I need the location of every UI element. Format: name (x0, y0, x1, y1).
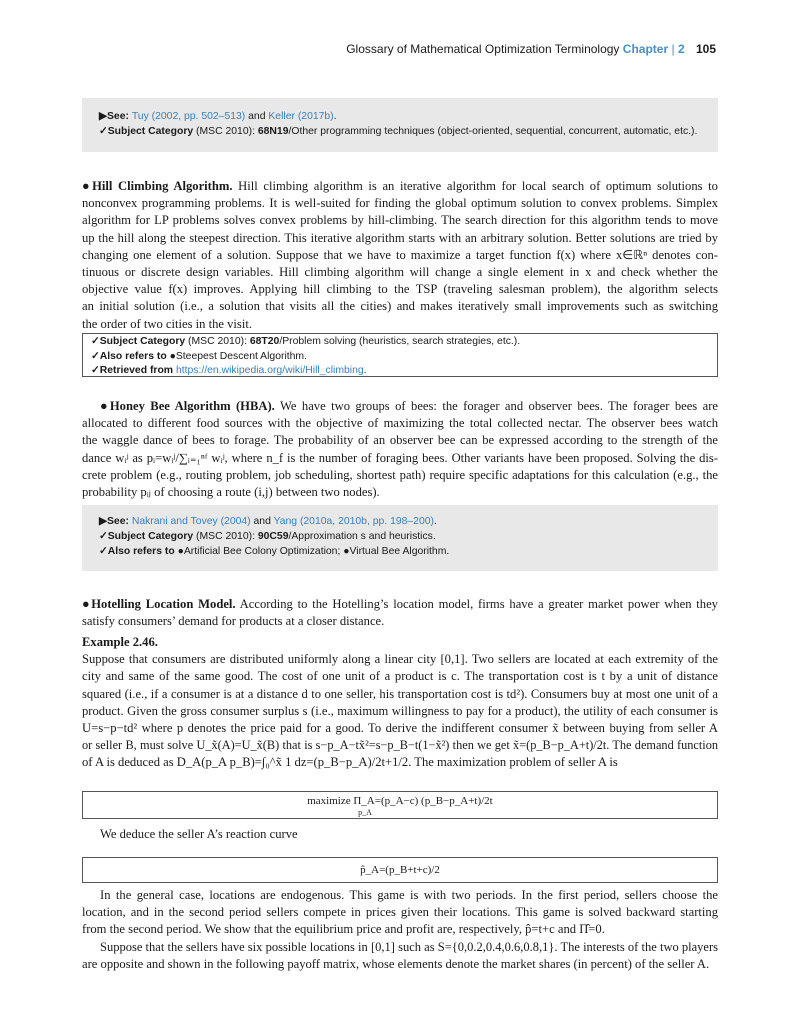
reference-box-tuy (82, 98, 718, 152)
subject-msc: (MSC 2010): (193, 531, 258, 542)
page-number: 105 (695, 42, 716, 56)
hill-line: an initial solution (i.e., a solution that visits all the cities) and makes iteratively small improvements such as switching (82, 299, 718, 314)
reaction-text: We deduce the seller A’s reaction curve (100, 827, 298, 841)
hill-line: Hill climbing algorithm is an iterative algorithm for local search of optimum solutions to (232, 179, 718, 193)
also-prefix: ✓Also refers to (91, 350, 170, 362)
hill-line: tinuous or discrete design variables. Hill climbing algorithm will change a single element in x and check whether the (82, 265, 718, 280)
subject-code: 90C59 (257, 531, 289, 542)
reference-box-hill (82, 333, 718, 377)
honey-title: ●Honey Bee Algorithm (HBA). (100, 399, 275, 413)
general-line: are opposite and shown in the following payoff matrix, whose elements denote the market shares (in percent) of the seller A. (82, 956, 710, 971)
reference-box-honey (82, 505, 718, 571)
general-line: location, and in the second period sellers compete in prices given their locations. This game is solved backward starting (82, 905, 718, 920)
example-line: squared (i.e., if a consumer is at a distance d to one seller, his transportation cost is td²). Consumers buy at most one unit of a (82, 686, 718, 701)
hill-line: algorithm for LP problems solves convex problems by hill-climbing. The search direction for this algorithm tends to move (82, 213, 718, 228)
retrieved-link[interactable]: https://en.wikipedia.org/wiki/Hill_climbing (175, 365, 364, 376)
running-header (346, 42, 716, 56)
honey-line: the waggle dance of bees to forage. The probability of an observer bee can be expressed according to the strength of the (82, 433, 718, 448)
hill-line: objective value f(x) improves. Applying hill climbing to the TSP (traveling salesman problem), the algorithm selects (82, 282, 718, 297)
subject-text: /Approximation s and heuristics. (288, 531, 436, 542)
subject-text: /Other programming techniques (object-oriented, sequential, concurrent, automatic, etc.). (288, 126, 698, 137)
example-line: or seller B, must solve U_x̃(A)=U_x̃(B) that is s−p_A−tx̃²=s−p_B−t(1−x̃²) then we get x̃=(p_B−p_A+t)/2t. The demand function (82, 738, 718, 753)
subject-line (99, 124, 701, 139)
honey-line: We have two groups of bees: the forager and observer bees. The forager bees are (274, 399, 719, 413)
see-prefix: ▶See: (99, 111, 132, 122)
hill-line: changing one element of a solution. Suppose that we have to maximize a target function f(x) where x∈ℝⁿ denotes con- (82, 247, 718, 262)
chapter-label: Chapter (622, 42, 669, 56)
honey-bee-entry (82, 398, 718, 501)
see-link-nakrani[interactable]: Nakrani and Tovey (2004) (131, 516, 251, 527)
hill-line: the order of two cities in the visit. (82, 316, 252, 331)
see-link-keller[interactable]: Keller (2017b) (268, 111, 334, 122)
retrieved-end: . (363, 365, 367, 376)
retrieved-prefix: ✓Retrieved from (91, 365, 176, 376)
subject-code: 68T20 (249, 336, 280, 347)
honey-line: dance wᵢʲ as pᵢ=wᵢʲ/∑ᵢ₌₁ⁿᶠ wᵢʲ, where n_f is the number of foraging bees. Other variants have been proposed. Solving the dis- (82, 450, 718, 465)
example-title: Example 2.46. (82, 635, 158, 649)
see-end: . (433, 516, 437, 527)
subject-prefix: ✓Subject Category (99, 126, 194, 137)
subject-msc: (MSC 2010): (185, 336, 250, 347)
see-line (99, 109, 701, 124)
example-line: product. Given the gross consumer surplus s (i.e., maximum willingness to pay for a product), the utility of each consumer is (82, 703, 718, 718)
hotelling-entry (82, 596, 718, 630)
example-line: city and same of the same good. The cost of one unit of a product is c. The transportation cost is t by a unit of distance (82, 669, 718, 684)
hill-line: nonconvex programming problems. It is well-suited for finding the global optimum solution to convex problems. Simplex (82, 196, 718, 211)
chapter-separator: | (671, 42, 675, 56)
retrieved-line (91, 364, 709, 379)
reaction-text-block (100, 826, 700, 843)
see-prefix: ▶See: (99, 516, 132, 527)
also-link-steepest[interactable]: ●Steepest Descent Algorithm. (169, 350, 307, 362)
honey-line: probability pᵢⱼ of choosing a route (i,j) between two nodes). (82, 485, 380, 500)
general-line: from the second period. We show that the equilibrium price and profit are, respectively, p̂=t+c and Π̂=0. (82, 922, 605, 937)
subject-prefix: ✓Subject Category (91, 336, 186, 347)
formula-subscript: p_A (358, 808, 372, 817)
maximization-formula-box (82, 791, 718, 819)
see-link-tuy[interactable]: Tuy (2002, pp. 502–513) (131, 111, 246, 122)
reaction-formula: p̂_A=(p_B+t+c)/2 (360, 864, 440, 876)
subject-text: /Problem solving (heuristics, search strategies, etc.). (279, 336, 521, 347)
general-line: In the general case, locations are endogenous. This game is with two periods. In the first period, sellers choose the (100, 888, 718, 902)
subject-code: 68N19 (257, 126, 289, 137)
running-title: Glossary of Mathematical Optimization Terminology (346, 42, 620, 56)
general-line: Suppose that the sellers have six possible locations in [0,1] such as S={0,0.2,0.4,0.6,0.8,1}. The interests of the two players (100, 939, 718, 954)
also-links-bee[interactable]: ●Artificial Bee Colony Optimization; ●Virtual Bee Algorithm. (177, 546, 450, 557)
reaction-formula-box (82, 857, 718, 883)
example-2-46 (82, 634, 718, 772)
honey-line: allocated to different food sources with the objective of maximizing the total collected nectar. The observer bees watch (82, 416, 718, 431)
also-line (91, 350, 709, 365)
honey-line: crete problem (e.g., routing problem, job scheduling, shortest path) require specific adaptations for this calculation (e.g., the (82, 467, 718, 482)
see-and: and (245, 111, 269, 122)
hill-line: up the hill along the steepest direction. This iterative algorithm starts with an arbitrary solution. Better solutions are tried by (82, 230, 718, 245)
also-line (99, 544, 701, 559)
general-case-text (82, 887, 718, 973)
example-line: of A is deduced as D_A(p_A p_B)=∫₀^x̃ 1 dz=(p_B−p_A)/2t+1/2. The maximization problem of seller A is (82, 755, 618, 770)
hill-title: ●Hill Climbing Algorithm. (82, 179, 233, 193)
see-and: and (250, 516, 274, 527)
hotelling-title: ●Hotelling Location Model. (82, 597, 236, 611)
example-line: Suppose that consumers are distributed uniformly along a linear city [0,1]. Two sellers are located at each extremity of the (82, 652, 718, 667)
hotelling-line: According to the Hotelling’s location model, firms have a greater market power when they (235, 597, 718, 611)
chapter-number: 2 (677, 42, 685, 56)
example-line: U=s−p−td² where p denotes the price paid for a good. To derive the indifferent consumer x̃ between buying from seller A (82, 721, 718, 736)
hotelling-line: satisfy consumers’ demand for products at a closer distance. (82, 614, 385, 629)
subject-msc: (MSC 2010): (193, 126, 258, 137)
subject-line (99, 529, 701, 544)
subject-line (91, 335, 709, 350)
see-link-yang[interactable]: Yang (2010a, 2010b, pp. 198–200) (273, 516, 434, 527)
see-end: . (333, 111, 337, 122)
also-prefix: ✓Also refers to (99, 546, 178, 557)
subject-prefix: ✓Subject Category (99, 531, 194, 542)
see-line (99, 514, 701, 529)
maximization-formula: maximize Π_A=(p_A−c) (p_B−p_A+t)/2t (307, 795, 493, 807)
hill-climbing-entry (82, 178, 718, 333)
